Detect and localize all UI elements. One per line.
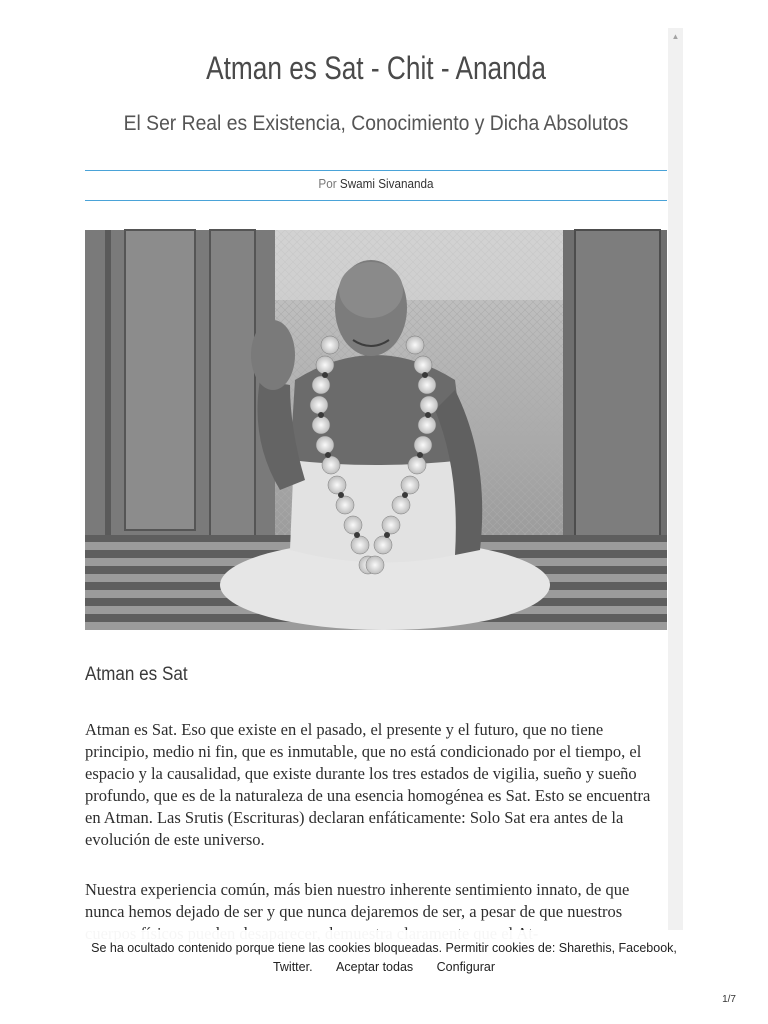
configure-button[interactable]: Configurar: [436, 960, 496, 974]
cookie-message: Se ha ocultado contenido porque tiene las cookies bloqueadas. Permitir cookies de: Sharethis, Facebook,: [91, 941, 677, 955]
portrait-image: [85, 230, 667, 630]
page-counter: 1/7: [722, 994, 736, 1005]
author-link[interactable]: Swami Sivananda: [339, 176, 434, 191]
vertical-scrollbar[interactable]: [668, 28, 683, 933]
accept-all-button[interactable]: Aceptar todas: [336, 960, 414, 974]
byline-prefix: Por: [318, 176, 337, 191]
page-title: Atman es Sat - Chit - Ananda: [206, 50, 546, 86]
author-photo: [85, 230, 667, 630]
bottom-divider: [85, 200, 667, 201]
top-divider: [85, 170, 667, 171]
cookie-message-tail: Twitter.: [272, 960, 313, 974]
section-heading: Atman es Sat: [85, 664, 188, 685]
page-subtitle: El Ser Real es Existencia, Conocimiento y Dicha Absolutos: [123, 112, 629, 135]
paragraph: Atman es Sat. Eso que existe en el pasado, el presente y el futuro, que no tiene principio, medio ni fin, que es inmutable, que no está condicionado por el tiempo, el espacio y la causalidad, que existe durante los tres estados de vigilia, sueño y sueño profundo, que es de la naturaleza de una esencia homogénea es Sat. Esto se encuentra en Atman. Las Srutis (Escrituras) declaran enfáticamente: Solo Sat era antes de la evolución de este universo.: [85, 720, 651, 849]
cookie-notice: [85, 930, 683, 992]
triangle-up-icon[interactable]: ▲: [671, 32, 680, 41]
paragraph: Nuestra experiencia común, más bien nuestro inherente sentimiento innato, de que nunca hemos dejado de ser y que nunca dejaremos de ser, a pesar de que nuestros: [85, 880, 630, 921]
byline: [114, 176, 638, 191]
cookie-actions: [85, 958, 683, 977]
